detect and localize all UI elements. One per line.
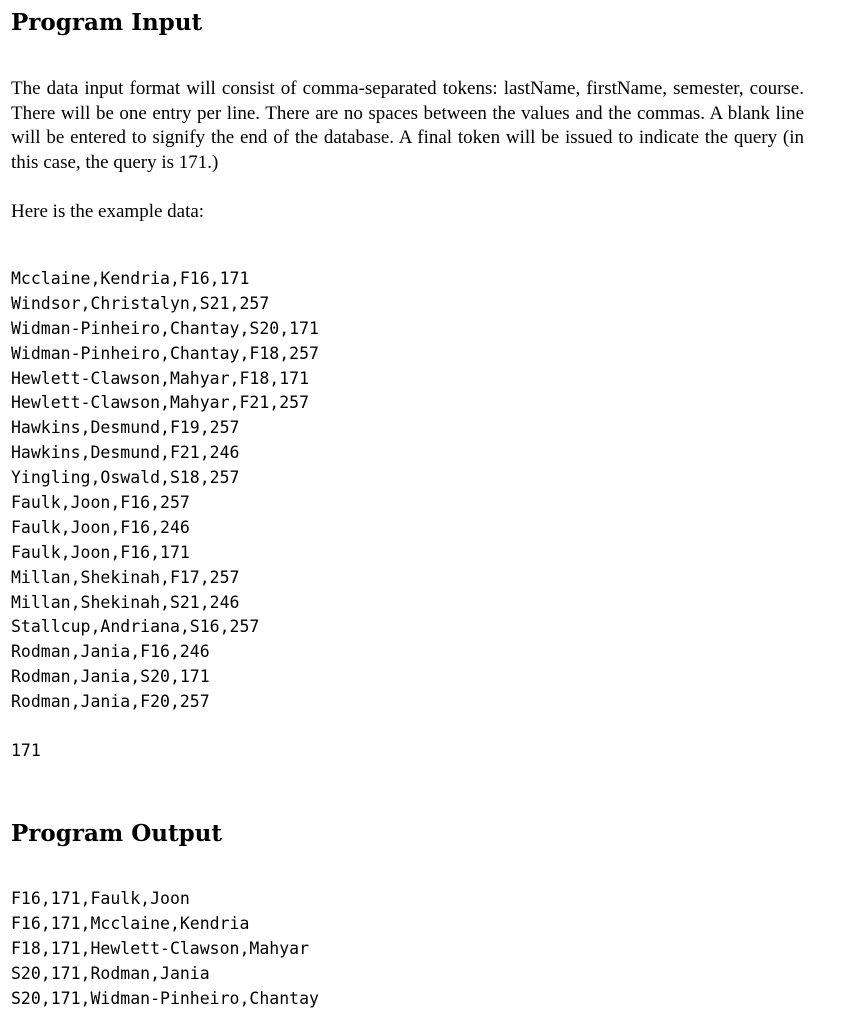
- example-data-line: Widman-Pinheiro,Chantay,F18,257: [11, 343, 319, 363]
- example-data-line: Millan,Shekinah,F17,257: [11, 567, 240, 587]
- program-output-heading: Program Output: [11, 820, 223, 847]
- example-data-line: Faulk,Joon,F16,171: [11, 542, 190, 562]
- example-data-line: Faulk,Joon,F16,246: [11, 517, 190, 537]
- output-line: S20,171,Rodman,Jania: [11, 963, 210, 983]
- example-data-line: Millan,Shekinah,S21,246: [11, 592, 240, 612]
- example-data-line: Faulk,Joon,F16,257: [11, 493, 190, 513]
- program-input-heading: Program Input: [11, 9, 203, 36]
- example-data-line: Stallcup,Andriana,S16,257: [11, 617, 260, 637]
- example-data-line: Hawkins,Desmund,F19,257: [11, 418, 240, 438]
- example-data-line: Hewlett-Clawson,Mahyar,F21,257: [11, 393, 310, 413]
- example-data-line: Hawkins,Desmund,F21,246: [11, 443, 240, 463]
- example-data-line: Windsor,Christalyn,S21,257: [11, 293, 270, 313]
- example-data-line: Rodman,Jania,S20,171: [11, 667, 210, 687]
- example-data-label: Here is the example data:: [11, 201, 205, 222]
- example-data-line: Rodman,Jania,F20,257: [11, 692, 210, 712]
- example-data-line: Yingling,Oswald,S18,257: [11, 468, 240, 488]
- query-token: 171: [11, 741, 41, 760]
- example-data-line: Widman-Pinheiro,Chantay,S20,171: [11, 318, 319, 338]
- output-line: S20,171,Widman-Pinheiro,Chantay: [11, 988, 319, 1008]
- output-line: F18,171,Hewlett-Clawson,Mahyar: [11, 938, 310, 958]
- output-line: F16,171,Mcclaine,Kendria: [11, 913, 250, 933]
- example-data-line: Rodman,Jania,F16,246: [11, 642, 210, 662]
- example-data-block: [11, 267, 319, 715]
- input-format-description: The data input format will consist of comma-separated tokens: lastName, firstName, semester, course. There will be one entry per line. There are no spaces between the values and the commas. A blank line will be entered to signify the end of the database. A final token will be issued to indicate the query (in this case, the query is 171.): [11, 78, 804, 173]
- output-line: F16,171,Faulk,Joon: [11, 889, 190, 908]
- example-data-line: Hewlett-Clawson,Mahyar,F18,171: [11, 368, 310, 388]
- program-output-block: [11, 887, 319, 1011]
- example-data-line: Mcclaine,Kendria,F16,171: [11, 269, 250, 288]
